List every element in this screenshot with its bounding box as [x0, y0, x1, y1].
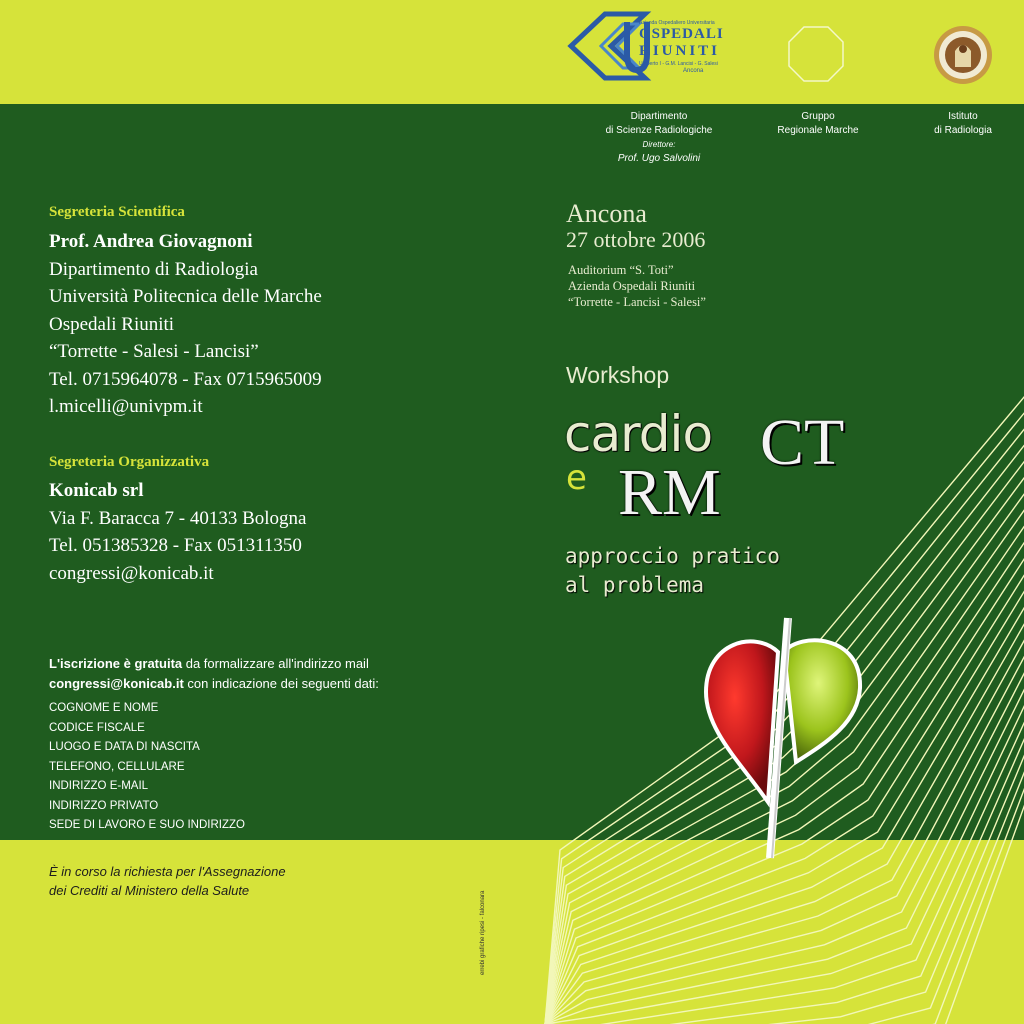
- list-item: SEDE DI LAVORO E SUO INDIRIZZO: [49, 819, 245, 831]
- list-item: INDIRIZZO E-MAIL: [49, 780, 149, 792]
- event-venue: [568, 262, 706, 310]
- list-item: TELEFONO, CELLULARE: [49, 760, 185, 773]
- director-label: Direttore:: [642, 140, 676, 149]
- scientifica-line: Tel. 0715964078 - Fax 0715965009: [49, 368, 322, 390]
- event-subtitle: [565, 542, 780, 600]
- credits-line1: È in corso la richiesta per l'Assegnazione: [49, 864, 286, 879]
- list-item: COGNOME E NOME: [49, 702, 159, 714]
- list-item: CODICE FISCALE: [49, 721, 145, 734]
- octagon-logo: [787, 25, 845, 83]
- logo-tiny-bottom: Umberto I - G.M. Lancisi - G. Salesi: [639, 61, 718, 67]
- dept-gruppo-line2: Regionale Marche: [777, 125, 859, 136]
- logo-name-line1: OSPEDALI: [639, 26, 724, 42]
- credits-line2: dei Crediti al Ministero della Salute: [49, 883, 250, 898]
- registration-text2: con indicazione dei seguenti dati:: [183, 676, 379, 691]
- list-item: LUOGO E DATA DI NASCITA: [49, 741, 200, 753]
- scientifica-line: Ospedali Riuniti: [49, 313, 175, 335]
- dept-istituto-line1: Istituto: [948, 111, 978, 122]
- dept-istituto-line2: di Radiologia: [934, 125, 992, 136]
- event-kind: Workshop: [566, 362, 670, 388]
- director-name: Prof. Ugo Salvolini: [617, 153, 701, 164]
- title-ct: CT: [760, 406, 845, 479]
- organizzativa-line: Via F. Baracca 7 - 40133 Bologna: [49, 507, 307, 529]
- scientifica-line: Università Politecnica delle Marche: [49, 286, 322, 307]
- segreteria-scientifica-block: [49, 228, 322, 421]
- dept-gruppo-line1: Gruppo: [801, 111, 835, 122]
- subtitle-line1: approccio pratico: [565, 544, 780, 568]
- segreteria-organizzativa-label: Segreteria Organizzativa: [49, 454, 210, 470]
- heart-graphic: [700, 612, 865, 862]
- organizzativa-line: Tel. 051385328 - Fax 051311350: [49, 535, 302, 556]
- segreteria-organizzativa-block: [49, 477, 306, 587]
- dept-radiologiche: [598, 110, 720, 166]
- scientifica-name: Prof. Andrea Giovagnoni: [49, 231, 253, 252]
- title-rm: RM: [618, 456, 721, 529]
- registration-email[interactable]: congressi@konicab.it: [49, 676, 184, 691]
- registration-text1: da formalizzare all'indirizzo mail: [182, 656, 369, 671]
- registration-list: [49, 699, 379, 836]
- subtitle-line2: al problema: [565, 573, 705, 597]
- venue-line: Azienda Ospedali Riuniti: [568, 279, 696, 293]
- logo-name-line2: RIUNITI: [639, 43, 721, 59]
- title-cardio: cardio: [564, 405, 713, 463]
- venue-line: Auditorium “S. Toti”: [568, 263, 674, 277]
- segreteria-scientifica-label: Segreteria Scientifica: [49, 204, 185, 220]
- list-item: INDIRIZZO PRIVATO: [49, 799, 159, 812]
- scientifica-email[interactable]: l.micelli@univpm.it: [49, 396, 203, 417]
- event-date: 27 ottobre 2006: [566, 227, 706, 252]
- logo-tiny-top: Azienda Ospedaliero Universitaria: [639, 20, 715, 26]
- credits-note: [49, 862, 286, 900]
- registration-block: [49, 654, 379, 836]
- logo-city: Ancona: [683, 68, 704, 74]
- scientifica-line: “Torrette - Salesi - Lancisi”: [49, 341, 259, 362]
- scientifica-line: Dipartimento di Radiologia: [49, 258, 258, 280]
- dept-radiologiche-line1: Dipartimento: [630, 111, 688, 122]
- registration-bold1: L'iscrizione è gratuita: [49, 656, 183, 671]
- printer-credit: errebi grafiche ripesi - falconara: [480, 890, 486, 975]
- dept-radiologiche-line2: di Scienze Radiologiche: [605, 125, 713, 136]
- event-city: Ancona: [566, 199, 647, 228]
- organizzativa-email[interactable]: congressi@konicab.it: [49, 562, 214, 584]
- organizzativa-name: Konicab srl: [49, 480, 144, 501]
- university-seal: [933, 25, 993, 85]
- venue-line: “Torrette - Lancisi - Salesi”: [568, 295, 706, 309]
- title-e: e: [566, 458, 587, 498]
- dept-istituto: [925, 110, 1001, 138]
- dept-gruppo: [768, 110, 868, 138]
